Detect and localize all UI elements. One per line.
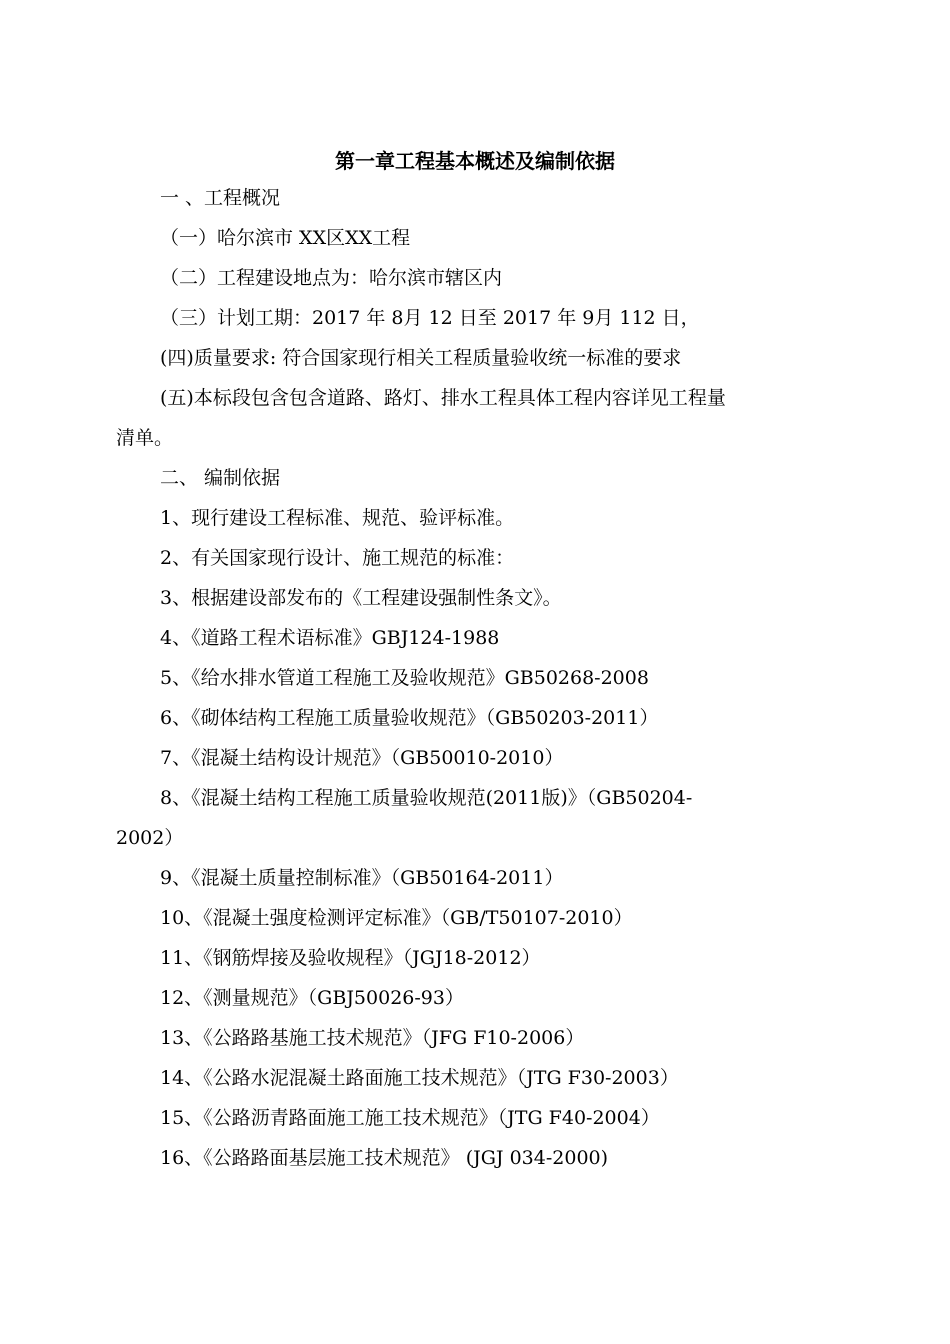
basis-item-continuation: 2002） <box>116 827 184 849</box>
basis-item: 5、《给水排水管道工程施工及验收规范》GB50268-2008 <box>160 667 649 689</box>
overview-item: (五)本标段包含包含道路、路灯、排水工程具体工程内容详见工程量 <box>160 387 726 409</box>
basis-item: 1、现行建设工程标准、规范、验评标准。 <box>160 507 515 529</box>
section-heading-overview: 一 、工程概况 <box>160 187 281 209</box>
basis-item: 7、《混凝土结构设计规范》（GB50010-2010） <box>160 747 564 769</box>
chapter-title: 第一章工程基本概述及编制依据 <box>335 149 615 173</box>
overview-item-continuation: 清单。 <box>116 427 174 449</box>
overview-item: (四)质量要求: 符合国家现行相关工程质量验收统一标准的要求 <box>160 347 682 369</box>
overview-item: （二）工程建设地点为：哈尔滨市辖区内 <box>160 267 503 289</box>
basis-item: 9、《混凝土质量控制标准》（GB50164-2011） <box>160 867 564 889</box>
basis-item: 15、《公路沥青路面施工施工技术规范》（JTG F40-2004） <box>160 1107 660 1129</box>
basis-item: 11、《钢筋焊接及验收规程》（JGJ18-2012） <box>160 947 541 969</box>
section-heading-basis: 二、 编制依据 <box>160 467 281 489</box>
basis-item: 3、根据建设部发布的《工程建设强制性条文》。 <box>160 587 562 609</box>
basis-item: 13、《公路路基施工技术规范》（JFG F10-2006） <box>160 1027 585 1049</box>
basis-item: 14、《公路水泥混凝土路面施工技术规范》（JTG F30-2003） <box>160 1067 679 1089</box>
basis-item: 12、《测量规范》（GBJ50026-93） <box>160 987 464 1009</box>
basis-item: 4、《道路工程术语标准》GBJ124-1988 <box>160 627 500 649</box>
basis-item: 16、《公路路面基层施工技术规范》 (JGJ 034-2000) <box>160 1147 609 1169</box>
overview-item: （一）哈尔滨市 XX区XX工程 <box>160 227 411 249</box>
overview-item: （三）计划工期：2017 年 8月 12 日至 2017 年 9月 112 日， <box>160 307 700 329</box>
basis-item: 10、《混凝土强度检测评定标准》（GB/T50107-2010） <box>160 907 633 929</box>
basis-item: 8、《混凝土结构工程施工质量验收规范(2011版)》（GB50204- <box>160 787 693 809</box>
basis-item: 2、有关国家现行设计、施工规范的标准： <box>160 547 515 569</box>
basis-item: 6、《砌体结构工程施工质量验收规范》（GB50203-2011） <box>160 707 659 729</box>
